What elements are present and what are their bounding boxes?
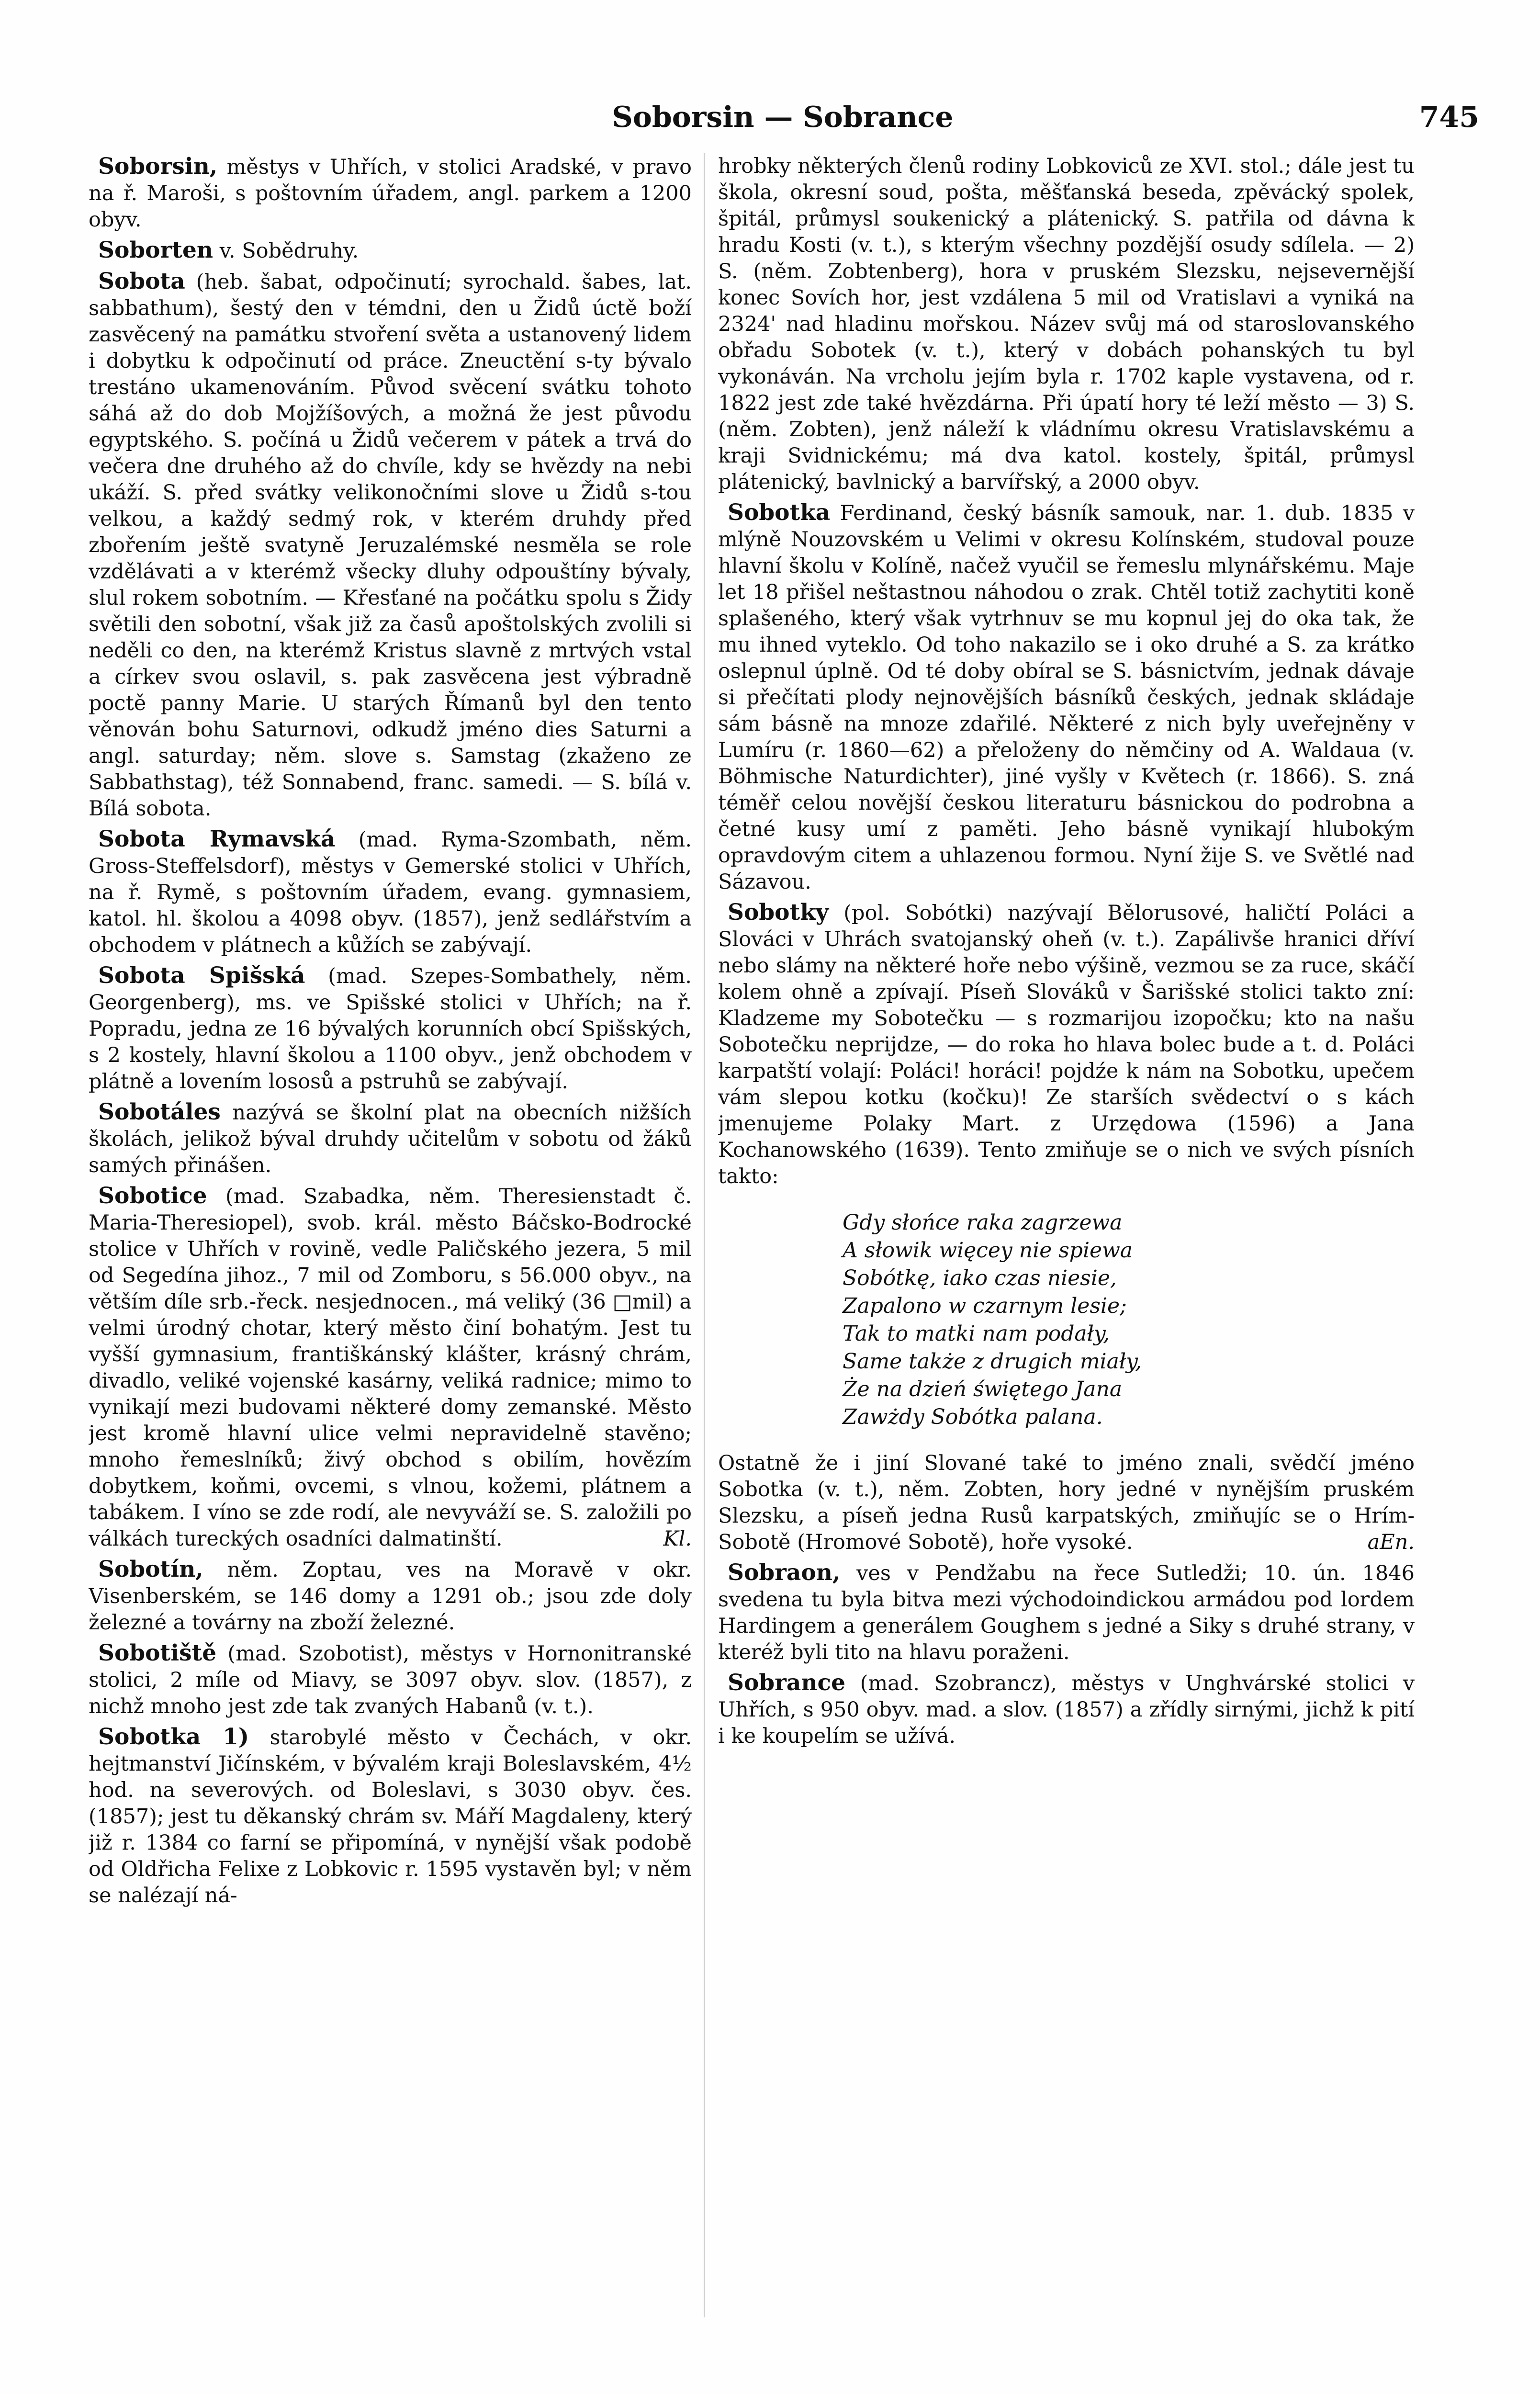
dictionary-entry	[89, 1640, 692, 1720]
dictionary-entry	[89, 1556, 692, 1636]
entry-text: starobylé město v Čechách, v okr. hejtmanství Jičínském, v bývalém kraji Boleslavském, 4½ hod. na severových. od Boleslavi, s 3030 obyv. čes. (1857); jest tu děkanský chrám sv. Máří Magdaleny, který již r. 1384 co farní se připomíná, v nynější však podobě od Oldřicha Felixe z Lobkovic r. 1595 vystavěn byl; v něm se nalézají ná-	[89, 1726, 692, 1908]
quoted-poem	[843, 1209, 1415, 1431]
entry-headword: Sobrance	[728, 1670, 846, 1696]
entry-headword: Soborten	[98, 237, 214, 263]
entry-headword: Sobota Spišská	[98, 962, 305, 989]
poem-line: Zapalono w czarnym lesie;	[843, 1294, 1127, 1318]
dictionary-entry	[89, 826, 692, 959]
entry-text: (mad. Szobrancz), městys v Unghvárské stolici v Uhřích, s 950 obyv. mad. a slov. (1857) a zřídly sirnými, jichž k pití i ke koupelím se užívá.	[718, 1671, 1415, 1748]
poem-line: Że na dzień świętego Jana	[843, 1377, 1123, 1401]
entry-text: něm. Zoptau, ves na Moravě v okr. Visenberském, se 146 domy a 1291 ob.; jsou zde doly železné a továrny na zboží železné.	[89, 1558, 692, 1635]
entry-headword: Sobraon,	[728, 1559, 841, 1586]
dictionary-entry	[89, 237, 692, 264]
dictionary-entry	[89, 1099, 692, 1179]
entry-headword: Sobotín,	[98, 1556, 203, 1582]
entry-text: (mad. Ryma-Szombath, něm. Gross-Steffelsdorf), městys v Gemerské stolici v Uhřích, na ř. Rymě, s poštovním úřadem, evang. gymnasiem, katol. hl. školou a 4098 obyv. (1857), jenž sedlářstvím a obchodem v plátnech a kůžích se zabývají.	[89, 828, 692, 957]
column-divider	[704, 153, 705, 2317]
dictionary-entry	[89, 268, 692, 822]
poem-line: Same także z drugich miały,	[843, 1349, 1142, 1374]
dictionary-entry	[89, 962, 692, 1095]
entry-headword: Sobotice	[98, 1183, 207, 1209]
entry-headword: Sobotka	[728, 499, 831, 526]
entry-text: ves v Pendžabu na řece Sutledži; 10. ún. 1846 svedena tu byla bitva mezi východoindickou armádou pod lordem Hardingem a generálem Goughem s jedné a Siky s druhé strany, v kteréž byli tito na hlavu poraženi.	[718, 1561, 1415, 1664]
page-header	[86, 96, 1479, 139]
dictionary-entry	[718, 1450, 1415, 1556]
dictionary-entry	[89, 153, 692, 233]
entry-headword: Sobota	[98, 268, 185, 294]
author-signature: Kl.	[663, 1527, 692, 1551]
entry-text: Ostatně že i jiní Slované také to jméno znali, svědčí jméno Sobotka (v. t.), něm. Zobten, hory jedné v nynějším pruském Slezsku, a píseň jedna Rusů karpatských, zmiňujíc se o Hrím-Sobotě (Hromové Sobotě), hoře vysoké.	[718, 1451, 1415, 1554]
poem-line: A słowik więcey nie spiewa	[843, 1238, 1133, 1263]
dictionary-entry	[718, 899, 1415, 1190]
dictionary-entry	[718, 153, 1415, 496]
entry-text: (mad. Szabadka, něm. Theresienstadt č. Maria-Theresiopel), svob. král. město Báčsko-Bodrocké stolice v Uhřích v rovině, vedle Paličského jezera, 5 mil od Segedína jihoz., 7 mil od Zomboru, s 56.000 obyv., na větším díle srb.-řeck. nesjednocen., má veliký (36 □mil) a velmi úrodný chotar, který město činí bohatým. Jest tu vyšší gymnasium, františkánský klášter, krásný chrám, divadlo, veliké vojenské kasárny, veliká radnice; mimo to vynikají mezi budovami některé domy zemanské. Město jest kromě hlavní ulice velmi nepravidelně stavěno; mnoho řemeslníků; živý obchod s obilím, hovězím dobytkem, koňmi, ovcemi, s vlnou, kožemi, plátnem a tabákem. I víno se zde rodí, ale nevyváží se. S. založili po válkách tureckých osadníci dalmatinští.	[89, 1185, 692, 1551]
entry-text: (heb. šabat, odpočinutí; syrochald. šabes, lat. sabbathum), šestý den v témdni, den u Židů úctě boží zasvěcený na památku stvoření světa a ustanovený lidem i dobytku k odpočinutí od práce. Zneuctění s-ty bývalo trestáno ukamenováním. Původ svěcení svátku tohoto sáhá až do dob Mojžíšových, a možná že jest původu egyptského. S. počíná u Židů večerem v pátek a trvá do večera dne druhého až do chvíle, kdy se hvězdy na nebi ukáží. S. před svátky velikonočními slove u Židů s-tou velkou, a každý sedmý rok, v kterém druhdy před zbořením ještě svatyně Jeruzalémské nesměla se role vzdělávati a v kterémž všecky dluhy odpouštíny bývaly, slul rokem sobotním. — Křesťané na počátku spolu s Židy světili den sobotní, však již za časů apoštolských zvolili si neděli co den, na kterémž Kristus slavně z mrtvých vstal a církev svou oslavil, s. pak zasvěcena jest výbradně poctě panny Marie. U starých Římanů byl den tento věnován bohu Saturnovi, odkudž jméno dies Saturni a angl. saturday; něm. slove s. Samstag (zkaženo ze Sabbathstag), též Sonnabend, franc. samedi. — S. bílá v. Bílá sobota.	[89, 270, 692, 821]
page-number: 745	[1419, 101, 1479, 134]
dictionary-entry	[718, 1670, 1415, 1750]
entry-text: (mad. Szepes-Sombathely, něm. Georgenberg), ms. ve Spišské stolici v Uhřích; na ř. Popradu, jedna ze 16 bývalých korunních obcí Spišských, s 2 kostely, hlavní školou a 1100 obyv., jenž obchodem v plátně a lovením lososů a pstruhů se zabývají.	[89, 964, 692, 1094]
entry-headword: Sobotiště	[98, 1640, 217, 1666]
right-column	[718, 153, 1415, 2317]
entry-headword: Soborsin,	[98, 153, 218, 180]
entry-text: v. Sobědruhy.	[213, 239, 359, 263]
poem-line: Sobótkę, iako czas niesie,	[843, 1266, 1117, 1290]
poem-line: Tak to matki nam podały,	[843, 1321, 1110, 1346]
dictionary-entry	[718, 1559, 1415, 1666]
entry-text: městys v Uhřích, v stolici Aradské, v pravo na ř. Maroši, s poštovním úřadem, angl. parkem a 1200 obyv.	[89, 155, 692, 232]
entry-text: (pol. Sobótki) nazývají Bělorusové, haličtí Poláci a Slováci v Uhrách svatojanský oheň (v. t.). Zapálivše hranici dříví nebo slámy na některé hoře nebo výšině, vezmou se za ruce, skáčí kolem ohně a zpívají. Píseň Slováků v Šarišské stolici takto zní: Kladzeme my Sobotečku — s rozmarijou izopočku; kto na našu Sobotečku neprijdze, — do roka ho hlava bolec bude a t. d. Poláci karpatští volají: Poláci! horáci! pojdźe k nám na Sobotku, upečem vám slepou kotku (kočku)! Ze starších svědectví o s kách jmenujeme Polaky Mart. z Urzędowa (1596) a Jana Kochanowského (1639). Tento zmiňuje se o nich ve svých písních takto:	[718, 901, 1415, 1188]
entry-headword: Sobotáles	[98, 1099, 221, 1125]
entry-headword: Sobota Rymavská	[98, 826, 336, 852]
entry-text: hrobky některých členů rodiny Lobkoviců ze XVI. stol.; dále jest tu škola, okresní soud, pošta, měšťanská beseda, zpěvácký spolek, špitál, průmysl soukenický a plátenický. S. patřila od dávna k hradu Kosti (v. t.), s kterým všechny pozdější osudy sdílela. — 2) S. (něm. Zobtenberg), hora v pruském Slezsku, nejsevernější konec Sovích hor, jest vzdálena 5 mil od Vratislavi a vyniká na 2324' nad hladinu mořskou. Název svůj má od staroslovanského obřadu Sobotek (v. t.), který v dobách pohanských tu byl vykonáván. Na vrcholu jejím byla r. 1702 kaple vystavena, od r. 1822 jest zde také hvězdárna. Při úpatí hory té leží město — 3) S. (něm. Zobten), jenž náleží k vládnímu okresu Vratislavskému a kraji Svidnickému; má dva katol. kostely, špitál, průmysl plátenický, bavlnický a barvířský, a 2000 obyv.	[718, 154, 1415, 494]
left-column	[89, 153, 692, 2317]
dictionary-entry	[89, 1183, 692, 1552]
entry-headword: Sobotka 1)	[98, 1724, 249, 1750]
running-title: Soborsin — Sobrance	[612, 101, 954, 134]
entry-headword: Sobotky	[728, 899, 829, 926]
entry-text: (mad. Szobotist), městys v Hornonitranské stolici, 2 míle od Miavy, se 3097 obyv. slov. (1857), z nichž mnoho jest zde tak zvaných Habanů (v. t.).	[89, 1642, 692, 1718]
poem-line: Zawżdy Sobótka palana.	[843, 1405, 1103, 1429]
poem-line: Gdy słońce raka zagrzewa	[843, 1210, 1123, 1235]
entry-text: Ferdinand, český básník samouk, nar. 1. dub. 1835 v mlýně Nouzovském u Velimi v okresu Kolínském, studoval pouze hlavní školu v Kolíně, načež vyučil se řemeslu mlynářskému. Maje let 18 přišel neštastnou náhodou o zrak. Chtěl totiž zachytiti koně splašeného, který však vytrhnuv se mu kopnul jej do oka tak, že mu ihned vyteklo. Od toho nakazilo se i oko druhé a S. za krátko oslepnul úplně. Od té doby obíral se S. básnictvím, jednak dávaje si přečítati plody nejnovějších básníků českých, jednak skládaje sám básně na mnoze zdařilé. Některé z nich byly uveřejněny v Lumíru (r. 1860—62) a přeloženy do němčiny od A. Waldaua (v. Böhmische Naturdichter), jiné vyšly v Květech (r. 1866). S. zná téměř celou novější českou literaturu básnickou do podrobna a četné kusy umí z paměti. Jeho básně vynikají hlubokým opravdovým citem a uhlazenou formou. Nyní žije S. ve Světlé nad Sázavou.	[718, 501, 1415, 894]
author-signature: aEn.	[1367, 1530, 1415, 1554]
entry-text: nazývá se školní plat na obecních nižších školách, jelikož býval druhdy učitelům v sobotu od žáků samých přinášen.	[89, 1101, 692, 1177]
dictionary-entry	[718, 499, 1415, 895]
dictionary-entry	[89, 1724, 692, 1909]
